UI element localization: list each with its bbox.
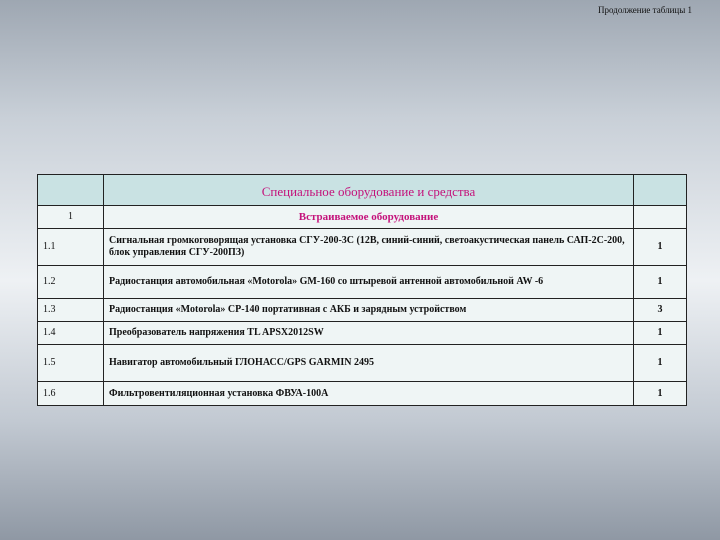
- row-description: Фильтровентиляционная установка ФВУА-100А: [104, 382, 634, 406]
- row-number: 1.4: [38, 322, 104, 345]
- table-title: Специальное оборудование и средства: [104, 175, 634, 206]
- section-number: 1: [38, 206, 104, 229]
- header-empty-cell-right: [634, 175, 687, 206]
- row-quantity: 1: [634, 322, 687, 345]
- row-number: 1.5: [38, 345, 104, 382]
- row-description: Сигнальная громкоговорящая установка СГУ-200-3С (12В, синий-синий, светоакустическая панель САП-2С-200, блок управления СГУ-200ПЗ): [104, 229, 634, 266]
- table-row: [38, 322, 687, 345]
- section-title: Встраиваемое оборудование: [104, 206, 634, 229]
- row-quantity: 1: [634, 266, 687, 299]
- section-row: [38, 206, 687, 229]
- row-number: 1.1: [38, 229, 104, 266]
- row-number: 1.2: [38, 266, 104, 299]
- table-row: [38, 345, 687, 382]
- row-quantity: 1: [634, 345, 687, 382]
- row-description: Навигатор автомобильный ГЛОНАСС/GPS GARMIN 2495: [104, 345, 634, 382]
- equipment-table: [37, 174, 687, 406]
- continuation-label: Продолжение таблицы 1: [598, 5, 692, 15]
- table-row: [38, 382, 687, 406]
- row-number: 1.3: [38, 299, 104, 322]
- row-quantity: 3: [634, 299, 687, 322]
- table-header-row: [38, 175, 687, 206]
- row-description: Преобразователь напряжения TL APSX2012SW: [104, 322, 634, 345]
- table-row: [38, 229, 687, 266]
- row-quantity: 1: [634, 382, 687, 406]
- row-number: 1.6: [38, 382, 104, 406]
- header-empty-cell-left: [38, 175, 104, 206]
- section-empty-cell: [634, 206, 687, 229]
- table-row: [38, 299, 687, 322]
- row-quantity: 1: [634, 229, 687, 266]
- row-description: Радиостанция автомобильная «Motorola» GM-160 со штыревой антенной автомобильной AW -6: [104, 266, 634, 299]
- row-description: Радиостанция «Motorola» CP-140 портативная с АКБ и зарядным устройством: [104, 299, 634, 322]
- table-row: [38, 266, 687, 299]
